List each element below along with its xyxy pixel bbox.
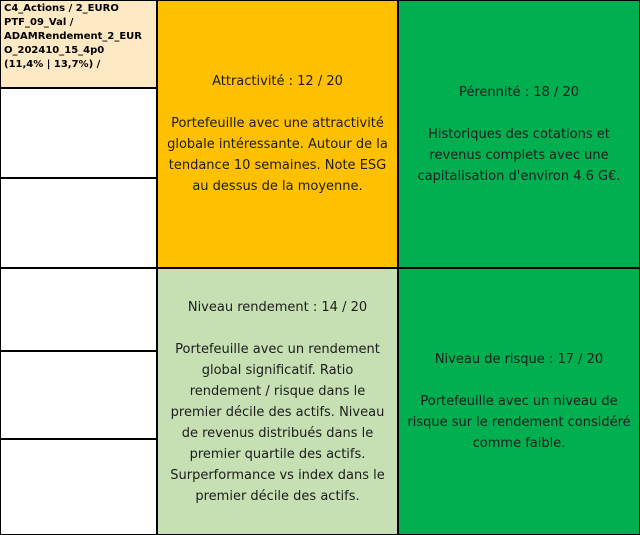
empty-cell[interactable] [1,352,156,438]
portfolio-label-line: PTF_09_Val / [4,17,74,28]
empty-cell[interactable] [1,440,156,534]
rendement-panel[interactable] [158,269,397,534]
empty-cell[interactable] [1,179,156,267]
portfolio-label-line: O_202410_15_4p0 [4,45,105,56]
portfolio-label-line: C4_Actions / 2_EURO [4,3,119,14]
attractivite-panel[interactable] [158,1,397,267]
attractivite-description: Portefeuille avec une attractivité globale intéressante. Autour de la tendance 10 semaines. Note ESG au dessus de la moyenne. [167,116,388,194]
risque-panel[interactable] [399,269,639,534]
portfolio-label-line: (11,4% | 13,7%) / [4,59,101,70]
risque-title: Niveau de risque : 17 / 20 [434,352,604,367]
perennite-panel[interactable] [399,1,639,267]
rendement-title: Niveau rendement : 14 / 20 [187,299,368,315]
attractivite-title: Attractivité : 12 / 20 [212,74,343,89]
perennite-title: Pérennité : 18 / 20 [459,84,579,100]
rendement-description: Portefeuille avec un rendement global significatif. Ratio rendement / risque dans le premier décile des actifs. Niveau de revenus distribués dans le premier quartile des actifs. Surperformance vs index dans le premier décile des actifs. [170,341,385,504]
empty-cell[interactable] [1,89,156,177]
perennite-description: Historiques des cotations et revenus complets avec une capitalisation d'environ 4.6 G€. [417,126,621,184]
empty-cell[interactable] [1,269,156,350]
risque-description: Portefeuille avec un niveau de risque sur le rendement considéré comme faible. [407,394,631,451]
portfolio-label-cell[interactable] [1,1,156,87]
portfolio-label-line: ADAMRendement_2_EUR [4,31,142,42]
